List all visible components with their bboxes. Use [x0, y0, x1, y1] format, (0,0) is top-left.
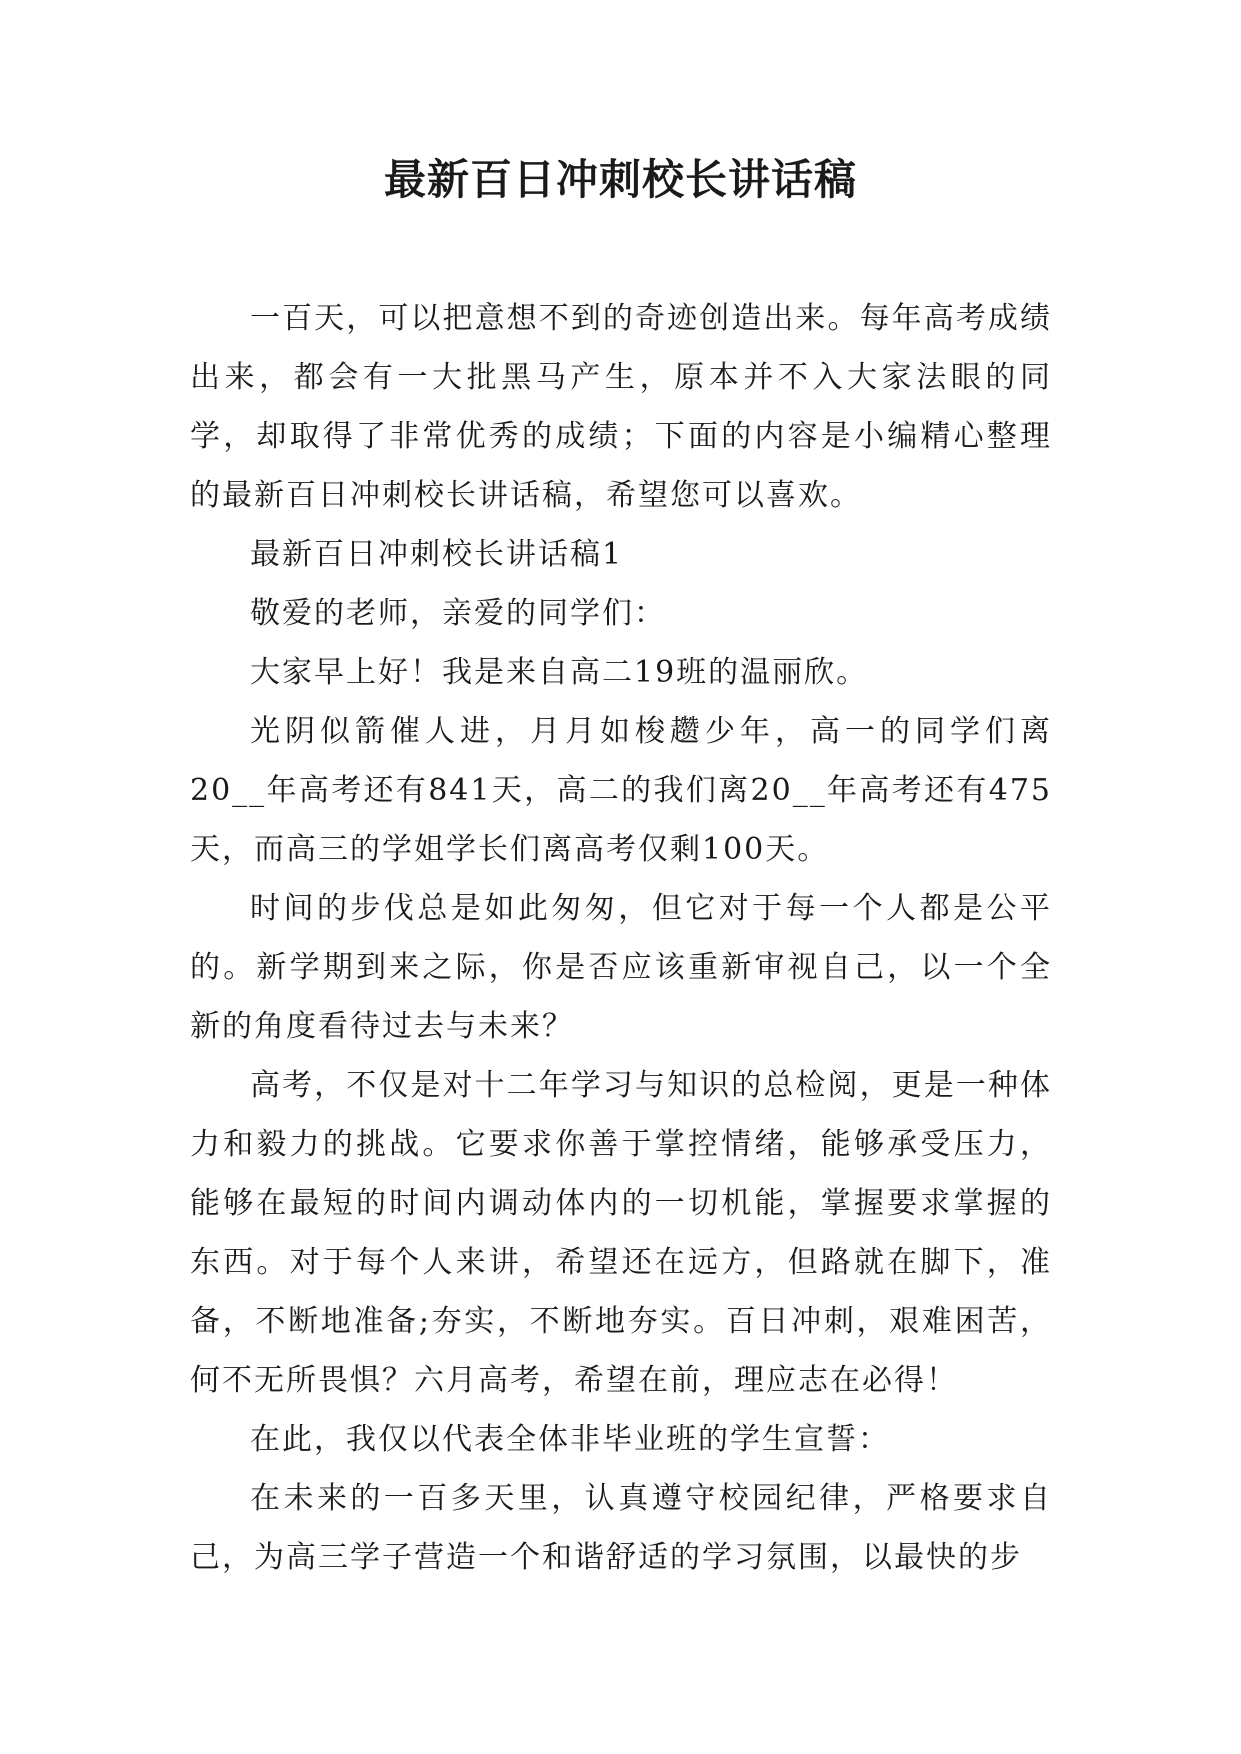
paragraph-subtitle: 最新百日冲刺校长讲话稿1 — [250, 537, 624, 572]
document-body — [190, 289, 1052, 1587]
paragraph-oath-intro: 在此，我仅以代表全体非毕业班的学生宣誓： — [250, 1422, 890, 1457]
document-title: 最新百日冲刺校长讲话稿 — [383, 155, 857, 204]
paragraph-intro: 一百天，可以把意想不到的奇迹创造出来。每年高考成绩出来，都会有一大批黑马产生，原本并不入大家法眼的同学，却取得了非常优秀的成绩；下面的内容是小编精心整理的最新百日冲刺校长讲话稿，希望您可以喜欢。 — [190, 301, 1052, 513]
paragraph-exam: 高考，不仅是对十二年学习与知识的总检阅，更是一种体力和毅力的挑战。它要求你善于掌控情绪，能够承受压力，能够在最短的时间内调动体内的一切机能，掌握要求掌握的东西。对于每个人来讲，希望还在远方，但路就在脚下，准备，不断地准备;夯实，不断地夯实。百日冲刺，艰难困苦，何不无所畏惧？六月高考，希望在前，理应志在必得！ — [190, 1068, 1052, 1398]
paragraph-time: 时间的步伐总是如此匆匆，但它对于每一个人都是公平的。新学期到来之际，你是否应该重新审视自己，以一个全新的角度看待过去与未来？ — [190, 891, 1052, 1044]
paragraph-countdown: 光阴似箭催人进，月月如梭趱少年，高一的同学们离20__年高考还有841天，高二的我们离20__年高考还有475天，而高三的学姐学长们离高考仅剩100天。 — [190, 714, 1052, 867]
paragraph-salutation: 敬爱的老师，亲爱的同学们： — [250, 596, 666, 631]
paragraph-greeting: 大家早上好！我是来自高二19班的温丽欣。 — [250, 655, 869, 690]
paragraph-oath: 在未来的一百多天里，认真遵守校园纪律，严格要求自己，为高三学子营造一个和谐舒适的学习氛围，以最快的步 — [190, 1481, 1052, 1575]
